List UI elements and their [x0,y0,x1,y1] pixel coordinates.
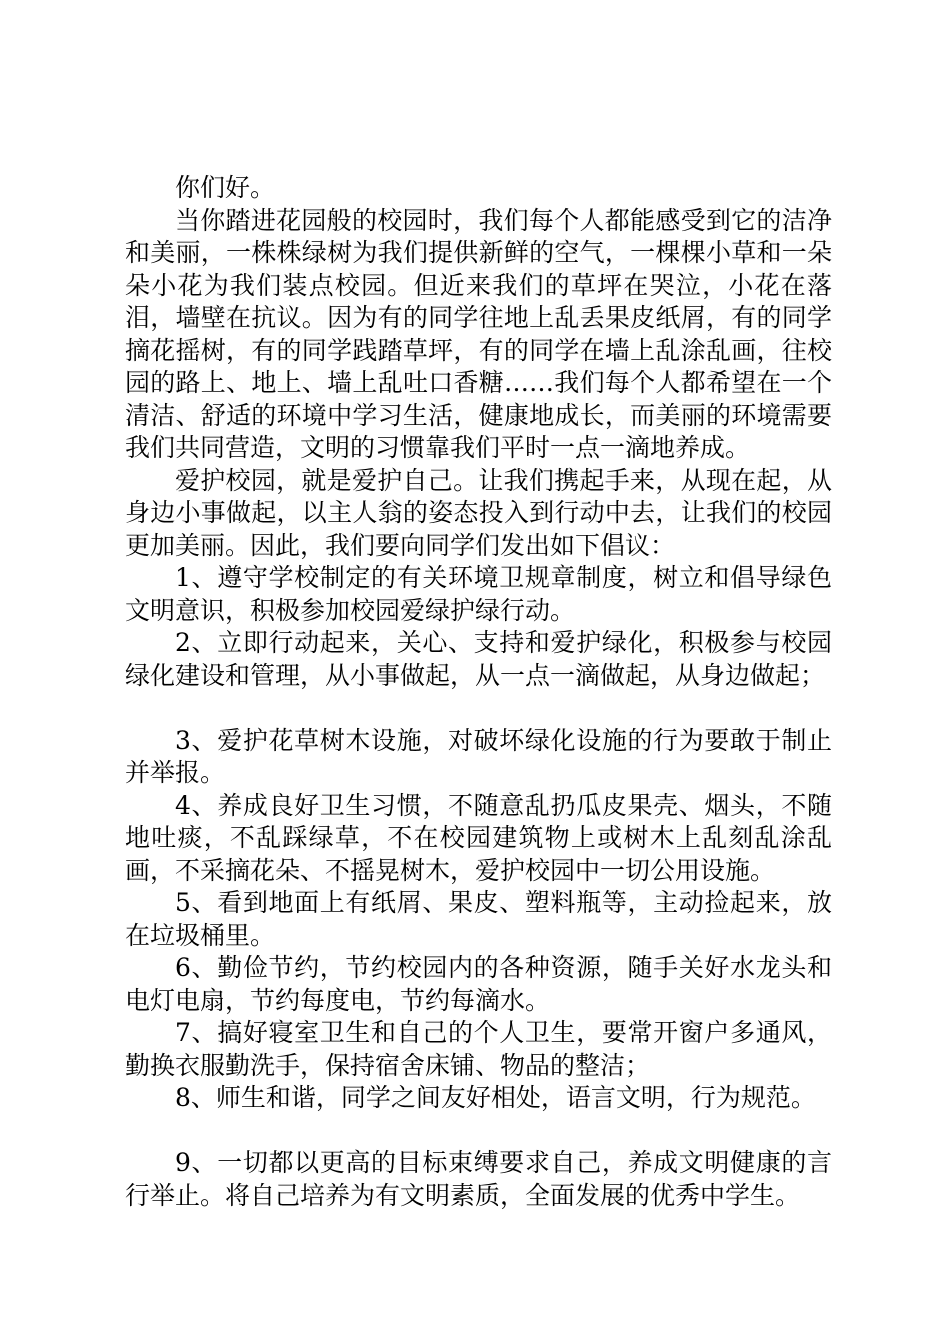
proposal-item-3: 3、爱护花草树木设施，对破坏绿化设施的行为要敢于制止并举报。 [125,725,832,787]
proposal-paragraph: 爱护校园，就是爱护自己。让我们携起手来，从现在起，从身边小事做起，以主人翁的姿态投入到行动中去，让我们的校园更加美丽。因此，我们要向同学们发出如下倡议： [125,465,832,560]
document-page [125,172,832,1212]
proposal-item-9: 9、一切都以更高的目标束缚要求自己，养成文明健康的言行举止。将自己培养为有文明素质，全面发展的优秀中学生。 [125,1148,832,1210]
proposal-item-8: 8、师生和谐，同学之间友好相处，语言文明，行为规范。 [175,1083,816,1112]
proposal-item-2: 2、立即行动起来，关心、支持和爱护绿化，积极参与校园绿化建设和管理，从小事做起，从一点一滴做起，从身边做起； [125,628,832,690]
proposal-item-7: 7、搞好寝室卫生和自己的个人卫生，要常开窗户多通风，勤换衣服勤洗手，保持宿舍床铺、物品的整洁； [125,1018,832,1080]
proposal-item-1: 1、遵守学校制定的有关环境卫规章制度，树立和倡导绿色文明意识，积极参加校园爱绿护绿行动。 [125,563,832,625]
proposal-item-6: 6、勤俭节约，节约校园内的各种资源，随手关好水龙头和电灯电扇，节约每度电，节约每滴水。 [125,953,832,1015]
greeting: 你们好。 [175,173,276,202]
intro-paragraph: 当你踏进花园般的校园时，我们每个人都能感受到它的洁净和美丽，一株株绿树为我们提供新鲜的空气，一棵棵小草和一朵朵小花为我们装点校园。但近来我们的草坪在哭泣，小花在落泪，墙壁在抗议。因为有的同学往地上乱丢果皮纸屑，有的同学摘花摇树，有的同学践踏草坪，有的同学在墙上乱涂乱画，往校园的路上、地上、墙上乱吐口香糖……我们每个人都希望在一个清洁、舒适的环境中学习生活，健康地成长，而美丽的环境需要我们共同营造，文明的习惯靠我们平时一点一滴地养成。 [125,205,832,462]
proposal-item-4: 4、养成良好卫生习惯，不随意乱扔瓜皮果壳、烟头，不随地吐痰，不乱踩绿草，不在校园建筑物上或树木上乱刻乱涂乱画，不采摘花朵、不摇晃树木，爱护校园中一切公用设施。 [125,790,832,885]
proposal-item-5: 5、看到地面上有纸屑、果皮、塑料瓶等，主动捡起来，放在垃圾桶里。 [125,888,832,950]
